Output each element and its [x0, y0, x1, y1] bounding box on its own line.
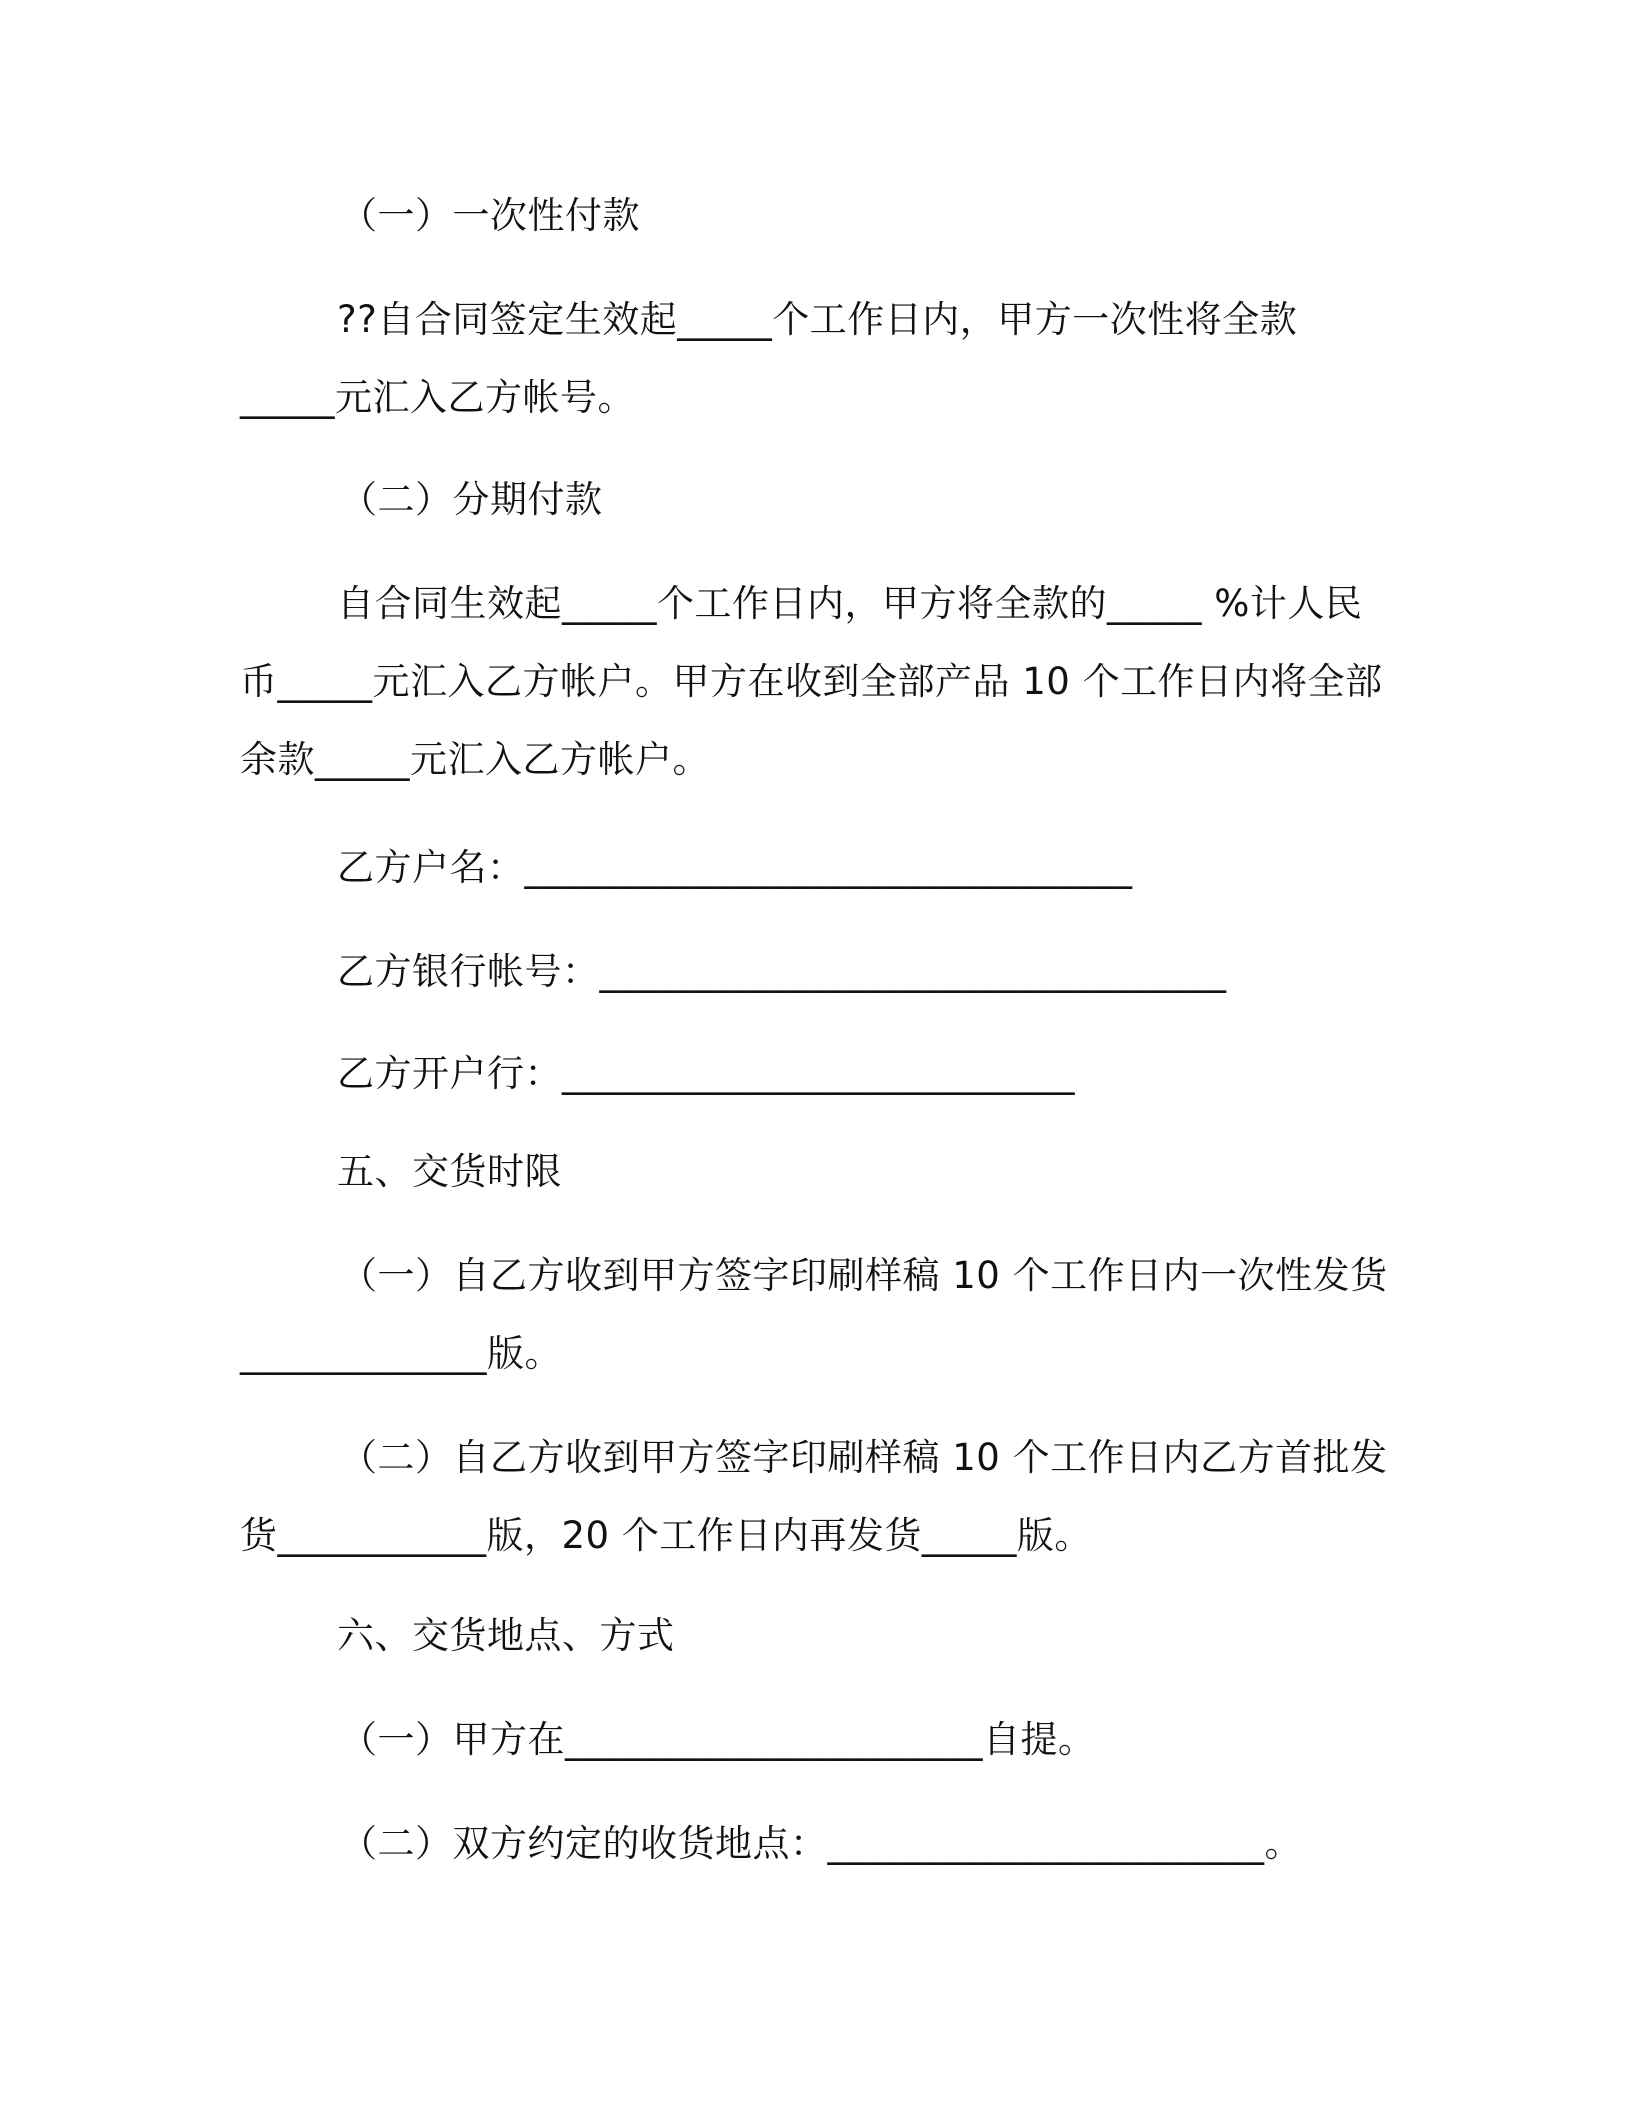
paragraph-line: （二）自乙方收到甲方签字印刷样稿 10 个工作日内乙方首批发 — [340, 1436, 1388, 1479]
paragraph-line: （一）甲方在______________________自提。 — [340, 1718, 1096, 1761]
paragraph-line: 币_____元汇入乙方帐户。甲方在收到全部产品 10 个工作日内将全部 — [240, 660, 1383, 703]
subheading-lump-sum-payment: （一）一次性付款 — [340, 194, 640, 237]
paragraph-line: 货___________版，20 个工作日内再发货_____版。 — [240, 1514, 1092, 1557]
paragraph-line: 余款_____元汇入乙方帐户。 — [240, 738, 710, 781]
paragraph-line: （一）自乙方收到甲方签字印刷样稿 10 个工作日内一次性发货 — [340, 1254, 1388, 1297]
paragraph-line: ??自合同签定生效起_____个工作日内，甲方一次性将全款 — [337, 298, 1298, 341]
field-account-name: 乙方户名：________________________________ — [337, 846, 1133, 889]
paragraph-line: （二）双方约定的收货地点：_______________________。 — [340, 1822, 1302, 1865]
paragraph-line: _____________版。 — [240, 1332, 562, 1375]
section-heading-delivery-time: 五、交货时限 — [337, 1150, 562, 1193]
paragraph-line: _____元汇入乙方帐号。 — [240, 376, 635, 419]
field-opening-bank: 乙方开户行：___________________________ — [337, 1052, 1075, 1095]
paragraph-line: 自合同生效起_____个工作日内，甲方将全款的_____ %计人民 — [337, 582, 1363, 625]
section-heading-delivery-place: 六、交货地点、方式 — [337, 1614, 675, 1657]
field-bank-account-number: 乙方银行帐号：_________________________________ — [337, 950, 1227, 993]
subheading-installment-payment: （二）分期付款 — [340, 478, 603, 521]
